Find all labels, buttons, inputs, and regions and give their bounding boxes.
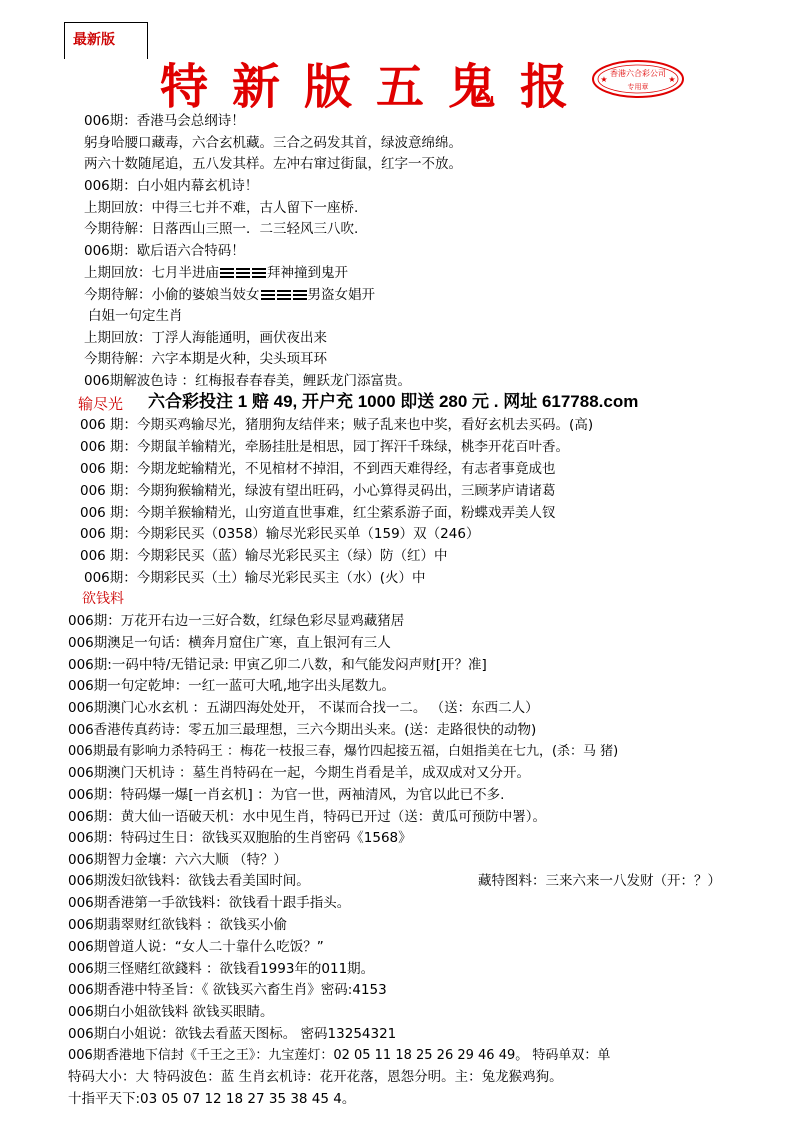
s3-line-18: 006期香港中特圣旨：《 欲钱买六畜生肖》密码:4153 bbox=[68, 982, 387, 998]
s3-line-12: 006期智力金壤：六六大顺 （特？） bbox=[68, 852, 288, 868]
s3-line-22: 特码大小：大 特码波色：蓝 生肖玄机诗：花开花落，恩怨分明。主：兔龙猴鸡狗。 bbox=[68, 1069, 563, 1085]
s3-line-7: 006期最有影响力杀特码王 ：梅花一枝报三春，爆竹四起接五福，白姐指美在七九，(杀：马 猪) bbox=[68, 744, 619, 759]
s1-line-9 bbox=[84, 286, 375, 304]
page-title: 特新版五鬼报 bbox=[160, 59, 593, 115]
s2-line-3: 006 期：今期龙蛇输精光，不见棺材不掉泪，不到西天难得经，有志者事竟成也 bbox=[80, 461, 556, 477]
s2-line-8: 006期：今期彩民买（土）输尽光彩民买主（水）(火）中 bbox=[84, 570, 426, 586]
s2-line-7: 006 期：今期彩民买（蓝）输尽光彩民买主（绿）防（红）中 bbox=[80, 548, 448, 564]
svg-text:★: ★ bbox=[600, 75, 608, 84]
s2-line-2: 006 期：今期鼠羊输精光，牵肠挂肚是相思，园丁挥汗千珠绿，桃李开花百叶香。 bbox=[80, 439, 570, 455]
s2-line-6: 006 期：今期彩民买（0358）输尽光彩民买单（159）双（246） bbox=[80, 526, 480, 542]
s3-line-20: 006期白小姐说：欲钱去看蓝天图标。 密码13254321 bbox=[68, 1026, 397, 1042]
s1-line-9-b: 男盗女娼开 bbox=[307, 287, 375, 303]
s1-line-6: 今期待解：日落西山三照一．二三轻风三八吹. bbox=[84, 221, 359, 237]
s3-line-10: 006期：黄大仙一语破天机：水中见生肖，特码已开过（送：黄瓜可预防中署）。 bbox=[68, 809, 547, 825]
s1-line-9-a: 今期待解：小偷的婆娘当妓女 bbox=[84, 287, 260, 303]
svg-text:★: ★ bbox=[668, 75, 676, 84]
blank-bars bbox=[260, 287, 308, 303]
s2-line-4: 006 期：今期狗猴输精光，绿波有望出旺码，小心算得灵码出，三顾茅庐请诸葛 bbox=[80, 483, 556, 499]
s1-line-3: 两六十数随尾追，五八发其样。左冲右窜过街鼠，红字一不放。 bbox=[84, 156, 462, 172]
s1-line-13: 006期解波色诗 ：红梅报春春春美，鲤跃龙门添富贵。 bbox=[84, 373, 412, 389]
s3-line-17: 006期三怪赌红欲錢料 ：欲钱看1993年的011期。 bbox=[68, 961, 375, 977]
s2-line-1: 006 期：今期买鸡输尽光，猪朋狗友结伴来；贼子乱来也中奖，看好玄机去买码。(高) bbox=[80, 417, 594, 433]
s3-line-9: 006期：特码爆一爆[一肖玄机] ：为官一世，两袖清风，为官以此已不多. bbox=[68, 787, 505, 803]
s1-line-10: 白姐一句定生肖 bbox=[88, 308, 183, 324]
s3-line-14: 006期香港第一手欲钱料：欲钱看十跟手指头。 bbox=[68, 895, 351, 911]
s3-line-23: 十指平天下:03 05 07 12 18 27 35 38 45 4。 bbox=[68, 1091, 356, 1107]
s3-line-6: 006香港传真药诗：零五加三最理想，三六今期出头来。(送：走路很快的动物) bbox=[68, 722, 537, 738]
svg-text:专用章: 专用章 bbox=[627, 83, 649, 91]
s1-line-8-a: 上期回放：七月半进庙 bbox=[84, 265, 219, 281]
s1-line-1: 006期：香港马会总纲诗！ bbox=[84, 113, 245, 129]
s1-line-4: 006期：白小姐内幕玄机诗！ bbox=[84, 178, 259, 194]
s1-line-11: 上期回放：丁浮人海能通明，画伏夜出来 bbox=[84, 330, 327, 346]
s3-line-19: 006期白小姐欲钱料 欲钱买眼睛。 bbox=[68, 1004, 274, 1020]
s3-line-21: 006期香港地下信封《千王之王》：九宝莲灯：02 05 11 18 25 26 29 46 49。 特码单双：单 bbox=[68, 1048, 611, 1063]
s3-line-5: 006期澳门心水玄机 ：五湖四海处处开， 不谋而合找一二。 （送：东西二人） bbox=[68, 700, 539, 716]
s3-line-16: 006期曾道人说：“女人二十靠什么吃饭？” bbox=[68, 939, 324, 955]
s3-line-3: 006期:一码中特/无错记录: 甲寅乙卯二八数，和气能发闷声财[开？准] bbox=[68, 657, 487, 673]
s3-line-4: 006期一句定乾坤：一红一蓝可大吼,地字出头尾数九。 bbox=[68, 678, 396, 694]
s1-line-8-b: 拜神撞到鬼开 bbox=[267, 265, 348, 281]
s3-line-13-a: 006期泼妇欲钱料：欲钱去看美国时间。 bbox=[68, 873, 310, 889]
s3-line-1: 006期：万花开右边一三好合数，红绿色彩尽显鸡藏猪居 bbox=[68, 613, 405, 629]
s1-line-12: 今期待解：六字本期是火种，尖头顼耳环 bbox=[84, 351, 327, 367]
s3-line-8: 006期澳门天机诗 ：墓生肖特码在一起，今期生肖看是羊，成双成对又分开。 bbox=[68, 765, 531, 781]
ad-banner: 六合彩投注 1 赔 49, 开户充 1000 即送 280 元 . 网址 617788.com bbox=[148, 392, 639, 411]
s1-line-2: 躬身哈腰口藏毒，六合玄机藏。三合之码发其首，绿波意绵绵。 bbox=[84, 135, 462, 151]
s2-line-5: 006 期：今期羊猴输精光，山穷道直世事难，红尘萦系游子面，粉蝶戏弄美人钗 bbox=[80, 505, 556, 521]
s1-line-5: 上期回放：中得三七并不难，古人留下一座桥. bbox=[84, 200, 359, 216]
section-label-shujinguang: 输尽光 bbox=[78, 395, 124, 413]
company-seal-stamp bbox=[590, 58, 686, 100]
version-badge-text: 最新版 bbox=[73, 32, 115, 48]
version-badge bbox=[64, 22, 148, 59]
s3-line-13-b: 藏特图料：三来六来一八发财（开：？） bbox=[478, 873, 721, 889]
blank-bars bbox=[219, 265, 267, 281]
s3-line-15: 006期翡翠财红欲钱料 ：欲钱买小偷 bbox=[68, 917, 288, 933]
s3-line-11: 006期：特码过生日：欲钱买双胞胎的生肖密码《1568》 bbox=[68, 830, 412, 846]
s1-line-8 bbox=[84, 264, 348, 282]
section-label-yuqianliao: 欲钱料 bbox=[82, 591, 124, 607]
s3-line-2: 006期澳足一句话：横奔月窟住广寒，直上银河有三人 bbox=[68, 635, 391, 651]
s1-line-7: 006期：歇后语六合特码！ bbox=[84, 243, 245, 259]
svg-text:香港六合彩公司: 香港六合彩公司 bbox=[610, 69, 666, 78]
